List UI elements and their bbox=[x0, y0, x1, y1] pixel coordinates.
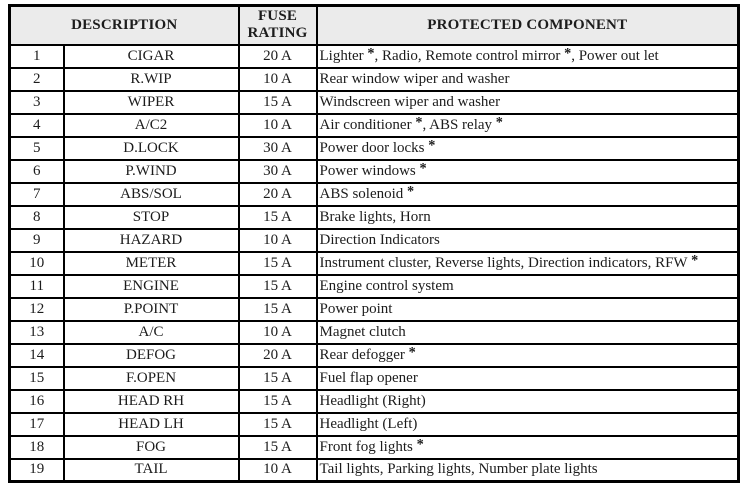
fuse-name-cell: WIPER bbox=[64, 91, 239, 114]
fuse-name-cell: CIGAR bbox=[64, 45, 239, 68]
footnote-asterisk-icon: * bbox=[419, 159, 427, 176]
fuse-number-cell: 12 bbox=[10, 298, 64, 321]
fuse-name-cell: P.WIND bbox=[64, 160, 239, 183]
protected-component-cell: Tail lights, Parking lights, Number plate lights bbox=[317, 459, 739, 482]
fuse-number-cell: 1 bbox=[10, 45, 64, 68]
fuse-rating-cell: 30 A bbox=[239, 160, 317, 183]
protected-component-column-header: PROTECTED COMPONENT bbox=[317, 6, 739, 45]
protected-component-cell: Fuel flap opener bbox=[317, 367, 739, 390]
fuse-name-cell: HEAD RH bbox=[64, 390, 239, 413]
fuse-number-cell: 19 bbox=[10, 459, 64, 482]
fuse-rating-cell: 10 A bbox=[239, 459, 317, 482]
table-row bbox=[10, 229, 739, 252]
table-row bbox=[10, 68, 739, 91]
protected-component-cell: Rear defogger * bbox=[317, 344, 739, 367]
table-row bbox=[10, 390, 739, 413]
fuse-rating-cell: 15 A bbox=[239, 390, 317, 413]
fuse-number-cell: 14 bbox=[10, 344, 64, 367]
fuse-rating-cell: 10 A bbox=[239, 68, 317, 91]
table-row bbox=[10, 298, 739, 321]
footnote-asterisk-icon: * bbox=[367, 44, 375, 61]
fuse-rating-cell: 10 A bbox=[239, 229, 317, 252]
fuse-number-cell: 2 bbox=[10, 68, 64, 91]
fuse-number-cell: 3 bbox=[10, 91, 64, 114]
fuse-name-cell: STOP bbox=[64, 206, 239, 229]
table-row bbox=[10, 45, 739, 68]
fuse-number-cell: 6 bbox=[10, 160, 64, 183]
fuse-rating-cell: 15 A bbox=[239, 275, 317, 298]
protected-component-cell: Direction Indicators bbox=[317, 229, 739, 252]
fuse-number-cell: 11 bbox=[10, 275, 64, 298]
fuse-name-cell: R.WIP bbox=[64, 68, 239, 91]
protected-component-cell: Windscreen wiper and washer bbox=[317, 91, 739, 114]
fuse-name-cell: P.POINT bbox=[64, 298, 239, 321]
table-row bbox=[10, 321, 739, 344]
fuse-name-cell: FOG bbox=[64, 436, 239, 459]
table-row bbox=[10, 160, 739, 183]
table-row bbox=[10, 275, 739, 298]
protected-component-cell: Brake lights, Horn bbox=[317, 206, 739, 229]
table-row bbox=[10, 183, 739, 206]
protected-component-cell: Power point bbox=[317, 298, 739, 321]
fuse-rating-cell: 15 A bbox=[239, 413, 317, 436]
fuse-number-cell: 15 bbox=[10, 367, 64, 390]
protected-component-cell: Front fog lights * bbox=[317, 436, 739, 459]
fuse-number-cell: 13 bbox=[10, 321, 64, 344]
protected-component-cell: Instrument cluster, Reverse lights, Direction indicators, RFW * bbox=[317, 252, 739, 275]
fuse-name-cell: A/C bbox=[64, 321, 239, 344]
fuse-name-cell: A/C2 bbox=[64, 114, 239, 137]
protected-component-cell: Magnet clutch bbox=[317, 321, 739, 344]
fuse-rating-cell: 15 A bbox=[239, 91, 317, 114]
footnote-asterisk-icon: * bbox=[408, 343, 416, 360]
fuse-table bbox=[8, 4, 740, 483]
fuse-number-cell: 18 bbox=[10, 436, 64, 459]
fuse-name-cell: HEAD LH bbox=[64, 413, 239, 436]
fuse-name-cell: TAIL bbox=[64, 459, 239, 482]
footnote-asterisk-icon: * bbox=[415, 113, 423, 130]
footnote-asterisk-icon: * bbox=[564, 44, 572, 61]
fuse-rating-cell: 10 A bbox=[239, 321, 317, 344]
protected-component-cell: Air conditioner *, ABS relay * bbox=[317, 114, 739, 137]
fuse-rating-cell: 15 A bbox=[239, 252, 317, 275]
footnote-asterisk-icon: * bbox=[428, 136, 436, 153]
fuse-number-cell: 4 bbox=[10, 114, 64, 137]
fuse-rating-cell: 10 A bbox=[239, 114, 317, 137]
table-row bbox=[10, 114, 739, 137]
protected-component-cell: Headlight (Right) bbox=[317, 390, 739, 413]
footnote-asterisk-icon: * bbox=[691, 251, 699, 268]
fuse-number-cell: 9 bbox=[10, 229, 64, 252]
table-row bbox=[10, 459, 739, 482]
protected-component-cell: Rear window wiper and washer bbox=[317, 68, 739, 91]
fuse-name-cell: ABS/SOL bbox=[64, 183, 239, 206]
fuse-name-cell: METER bbox=[64, 252, 239, 275]
description-column-header: DESCRIPTION bbox=[10, 6, 239, 45]
fuse-rating-cell: 20 A bbox=[239, 344, 317, 367]
table-row bbox=[10, 413, 739, 436]
protected-component-cell: Power door locks * bbox=[317, 137, 739, 160]
footnote-asterisk-icon: * bbox=[416, 435, 424, 452]
fuse-name-cell: ENGINE bbox=[64, 275, 239, 298]
fuse-rating-cell: 15 A bbox=[239, 367, 317, 390]
fuse-rating-cell: 15 A bbox=[239, 206, 317, 229]
footnote-asterisk-icon: * bbox=[495, 113, 503, 130]
fuse-name-cell: DEFOG bbox=[64, 344, 239, 367]
table-row bbox=[10, 137, 739, 160]
fuse-rating-cell: 15 A bbox=[239, 436, 317, 459]
protected-component-cell: Power windows * bbox=[317, 160, 739, 183]
fuse-rating-cell: 20 A bbox=[239, 183, 317, 206]
header-row bbox=[10, 6, 739, 45]
fuse-rating-cell: 15 A bbox=[239, 298, 317, 321]
fuse-number-cell: 16 bbox=[10, 390, 64, 413]
fuse-number-cell: 7 bbox=[10, 183, 64, 206]
fuse-name-cell: D.LOCK bbox=[64, 137, 239, 160]
table-row bbox=[10, 436, 739, 459]
fuse-table-body bbox=[10, 45, 739, 482]
table-row bbox=[10, 344, 739, 367]
fuse-rating-column-header: FUSE RATING bbox=[239, 6, 317, 45]
protected-component-cell: Headlight (Left) bbox=[317, 413, 739, 436]
table-row bbox=[10, 252, 739, 275]
fuse-name-cell: HAZARD bbox=[64, 229, 239, 252]
fuse-number-cell: 8 bbox=[10, 206, 64, 229]
table-row bbox=[10, 91, 739, 114]
fuse-rating-cell: 30 A bbox=[239, 137, 317, 160]
table-row bbox=[10, 367, 739, 390]
protected-component-cell: Lighter *, Radio, Remote control mirror *, Power out let bbox=[317, 45, 739, 68]
fuse-number-cell: 5 bbox=[10, 137, 64, 160]
table-row bbox=[10, 206, 739, 229]
footnote-asterisk-icon: * bbox=[407, 182, 415, 199]
fuse-number-cell: 10 bbox=[10, 252, 64, 275]
protected-component-cell: ABS solenoid * bbox=[317, 183, 739, 206]
fuse-rating-cell: 20 A bbox=[239, 45, 317, 68]
fuse-table-header bbox=[10, 6, 739, 45]
protected-component-cell: Engine control system bbox=[317, 275, 739, 298]
fuse-number-cell: 17 bbox=[10, 413, 64, 436]
fuse-name-cell: F.OPEN bbox=[64, 367, 239, 390]
